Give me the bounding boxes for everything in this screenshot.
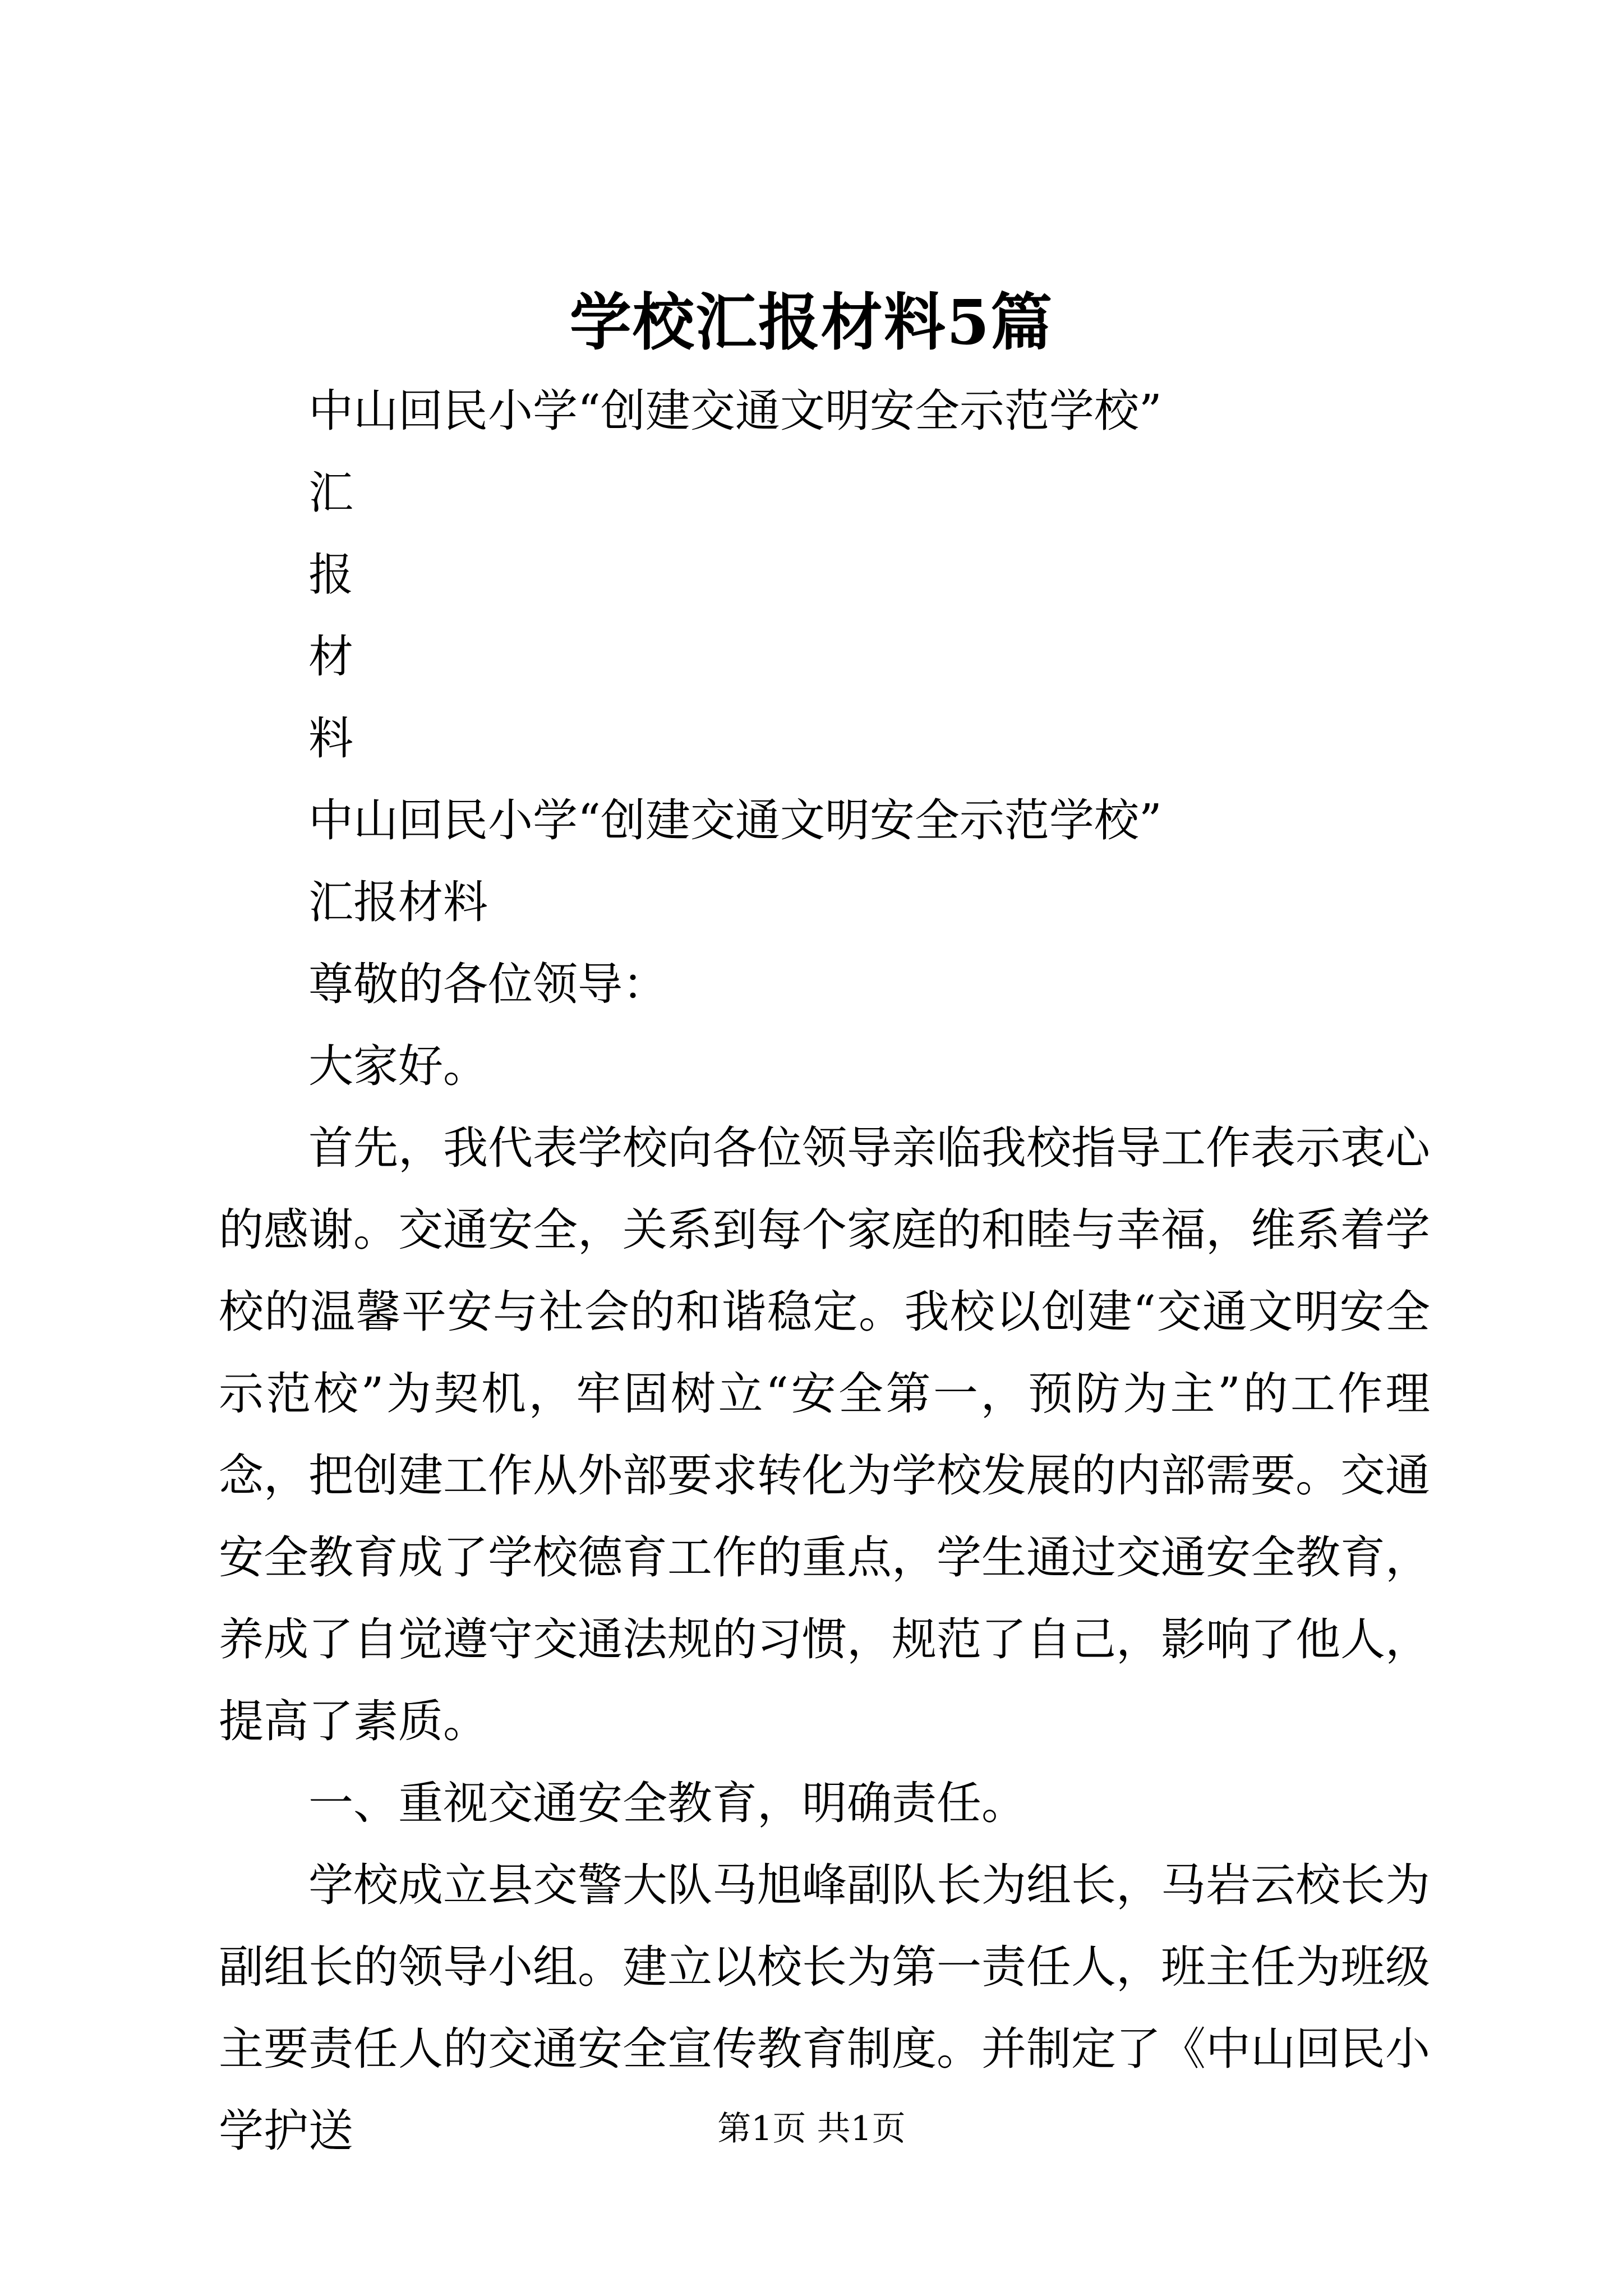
page-footer: 第1页 共1页 [717, 2109, 906, 2148]
paragraph-section-1: 学校成立县交警大队马旭峰副队长为组长，马岩云校长为副组长的领导小组。建立以校长为第一责任人，班主任为班级主要责任人的交通安全宣传教育制度。并制定了《中山回民小学护送 [219, 1859, 1430, 2157]
section-heading-1: 一、重视交通安全教育，明确责任。 [308, 1777, 1026, 1829]
heading-char-4: 料 [308, 712, 353, 765]
heading-line-3: 汇报材料 [308, 876, 488, 928]
paragraph-intro: 首先，我代表学校向各位领导亲临我校指导工作表示衷心的感谢。交通安全，关系到每个家庭的和睦与幸福，维系着学校的温馨平安与社会的和谐稳定。我校以创建“交通文明安全示范校”为契机，牢固树立“安全第一，预防为主”的工作理念，把创建工作从外部要求转化为学校发展的内部需要。交通安全教育成了学校德育工作的重点，学生通过交通安全教育，养成了自觉遵守交通法规的习惯，规范了自己，影响了他人，提高了素质。 [219, 1122, 1430, 1747]
salutation: 尊敬的各位领导： [308, 958, 667, 1010]
heading-line-1: 中山回民小学“创建交通文明安全示范学校” [308, 385, 1162, 437]
heading-char-3: 材 [308, 631, 353, 683]
document-body [219, 370, 1430, 2172]
heading-char-2: 报 [308, 549, 353, 601]
heading-line-2: 中山回民小学“创建交通文明安全示范学校” [308, 794, 1162, 846]
document-title: 学校汇报材料5篇 [569, 286, 1054, 358]
greeting: 大家好。 [308, 1040, 488, 1092]
heading-char-1: 汇 [308, 467, 353, 519]
